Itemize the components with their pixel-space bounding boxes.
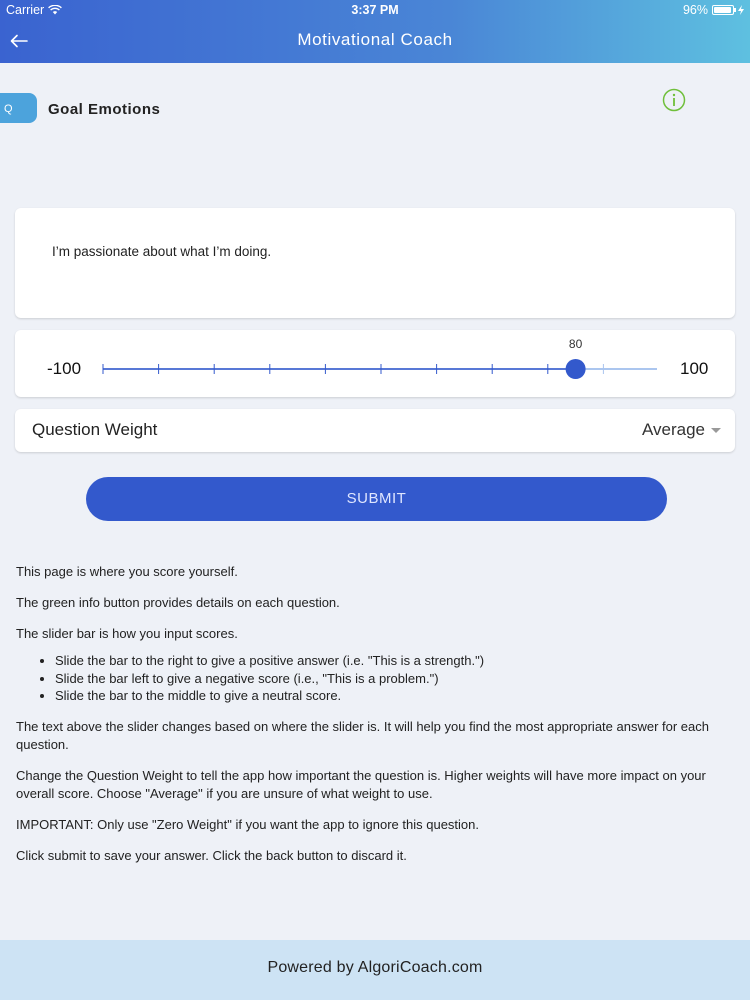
goal-tab[interactable]: Q: [0, 93, 37, 123]
slider-thumb[interactable]: [566, 359, 586, 379]
submit-button[interactable]: SUBMIT: [86, 477, 667, 521]
info-button[interactable]: [662, 88, 686, 112]
help-info: The green info button provides details on each question.: [16, 595, 340, 610]
help-text: [16, 563, 736, 878]
chevron-down-icon: [711, 428, 721, 433]
help-bullets: [55, 652, 736, 705]
battery-percent: 96%: [682, 3, 708, 17]
footer: [0, 940, 750, 1000]
footer-text[interactable]: Powered by AlgoriCoach.com: [267, 959, 483, 976]
weight-selected-value: Average: [641, 420, 705, 439]
carrier-label: Carrier: [6, 3, 45, 17]
help-submit: Click submit to save your answer. Click the back button to discard it.: [16, 847, 407, 863]
weight-card: [15, 409, 735, 452]
app-header: [0, 0, 750, 63]
help-bullet: • Slide the bar to the right to give a positive answer (i.e. "This is a strength."): [55, 652, 736, 670]
question-text: I’m passionate about what I’m doing.: [52, 244, 272, 259]
help-text-above: The text above the slider changes based on where the slider is. It will help you find the most appropriate answer for each question.: [16, 718, 709, 752]
slider-max-label: 100: [680, 359, 709, 378]
help-intro: This page is where you score yourself.: [16, 564, 238, 579]
slider-value-label: 80: [568, 337, 583, 351]
weight-label: Question Weight: [32, 420, 158, 439]
help-slider: The slider bar is how you input scores.: [16, 626, 238, 641]
status-right: [683, 3, 744, 17]
info-icon: [662, 88, 686, 112]
score-slider[interactable]: [100, 354, 680, 384]
help-important: IMPORTANT: Only use "Zero Weight" if you want the app to ignore this question.: [16, 816, 480, 832]
nav-title: Motivational Coach: [297, 30, 453, 49]
battery-icon: [712, 5, 734, 15]
charging-icon: [738, 5, 744, 15]
nav-bar: [0, 20, 750, 63]
weight-dropdown[interactable]: [642, 420, 721, 440]
question-card: [15, 208, 735, 318]
help-bullet: • Slide the bar left to give a negative score (i.e., "This is a problem."): [55, 670, 736, 688]
goal-title: Goal Emotions: [48, 101, 161, 118]
help-weight: Change the Question Weight to tell the app how important the question is. Higher weights will have more impact on your overall score. Choose "Average" if you are unsure of what weight to use.: [16, 767, 706, 801]
status-bar: [0, 0, 750, 20]
slider-min-label: -100: [47, 359, 82, 378]
help-bullet: • Slide the bar to the middle to give a neutral score.: [55, 687, 736, 705]
slider-card: [15, 330, 735, 397]
status-time: 3:37 PM: [351, 3, 399, 17]
